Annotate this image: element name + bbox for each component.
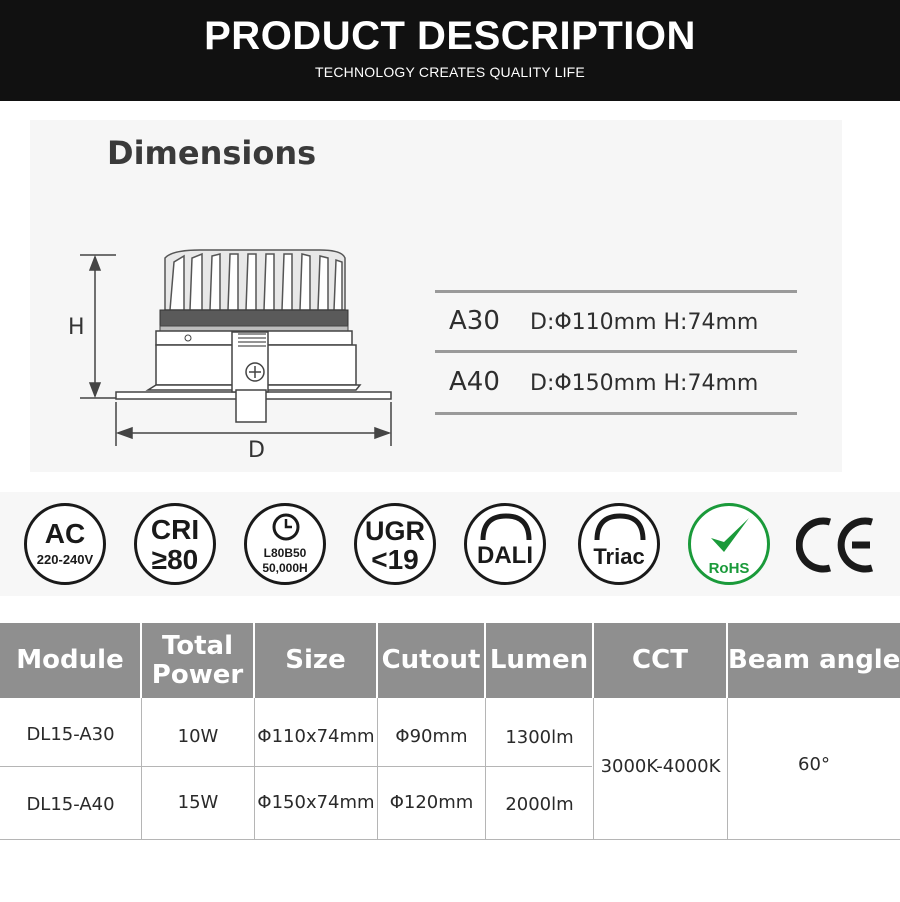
dali-dimming-icon: DALI: [464, 503, 546, 585]
table-cell-cutout: Φ120mm: [389, 792, 474, 813]
spec-row: [435, 292, 797, 352]
table-cell-size: Φ110x74mm: [257, 726, 375, 747]
column-header-cct: CCT: [632, 645, 688, 675]
lifetime-clock-icon: L80B50 50,000H: [244, 503, 326, 585]
dimming-arc-icon: [591, 512, 649, 542]
cri-icon: CRI ≥80: [134, 503, 216, 585]
column-header-total-power: Total Power: [151, 631, 244, 690]
checkmark-icon: [707, 514, 753, 558]
diameter-label: D: [248, 438, 265, 463]
ac-voltage-icon: AC 220-240V: [24, 503, 106, 585]
heatsink-fins: [165, 250, 345, 310]
column-header-lumen: Lumen: [489, 645, 589, 675]
page-title: PRODUCT DESCRIPTION: [204, 14, 696, 58]
dimensions-title: Dimensions: [107, 134, 317, 172]
table-cell-size: Φ150x74mm: [257, 792, 375, 813]
triac-dimming-icon: Triac: [578, 503, 660, 585]
table-cell-cutout: Φ90mm: [395, 726, 468, 747]
rohs-icon: RoHS: [688, 503, 770, 585]
spec-divider: [435, 412, 797, 415]
spec-detail: D:Φ110mm H:74mm: [530, 310, 759, 335]
table-cell-lumen: 2000lm: [505, 794, 574, 815]
column-header-module: Module: [16, 645, 124, 675]
table-cell-module: DL15-A30: [26, 724, 115, 745]
downlight-dimension-drawing: [60, 240, 410, 470]
spec-row: [435, 353, 797, 413]
table-cell-beam-angle: 60°: [798, 754, 830, 775]
height-label: H: [68, 315, 85, 340]
table-cell-power: 10W: [177, 726, 219, 747]
page-subtitle: TECHNOLOGY CREATES QUALITY LIFE: [315, 64, 585, 80]
table-cell-module: DL15-A40: [26, 794, 115, 815]
clock-icon: [271, 512, 301, 542]
height-dimension-line: [80, 255, 116, 398]
spec-model: A30: [449, 306, 500, 336]
table-cell-power: 15W: [177, 792, 219, 813]
ugr-icon: UGR <19: [354, 503, 436, 585]
page-header: [0, 0, 900, 101]
ce-mark-icon: [796, 514, 876, 576]
table-cell-lumen: 1300lm: [505, 727, 574, 748]
dimming-arc-icon: [477, 512, 535, 542]
spec-model: A40: [449, 367, 500, 397]
column-header-size: Size: [285, 645, 346, 675]
table-cell-cct: 3000K-4000K: [600, 756, 721, 777]
column-header-cutout: Cutout: [381, 645, 481, 675]
spec-detail: D:Φ150mm H:74mm: [530, 371, 759, 396]
column-header-beam-angle: Beam angle: [728, 645, 900, 675]
